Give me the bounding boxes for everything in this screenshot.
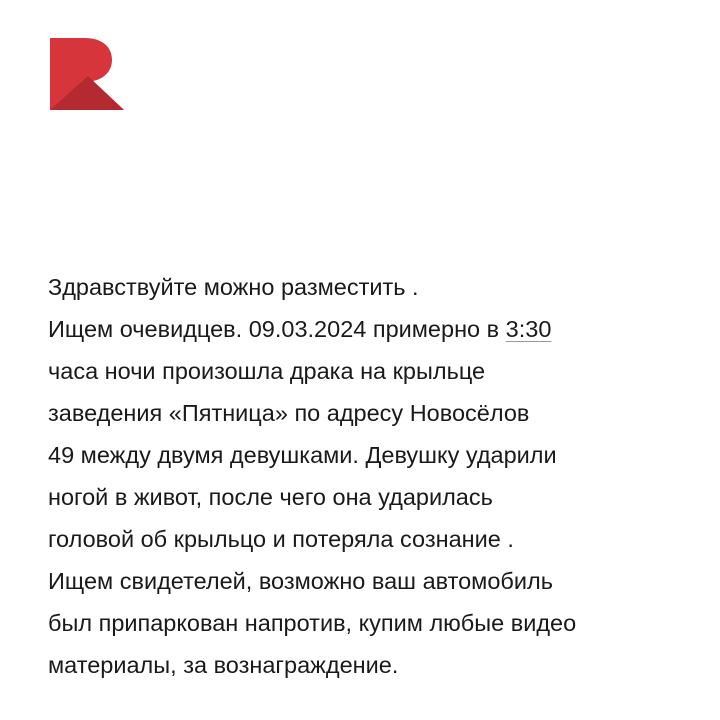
message-line: Ищем свидетелей, возможно ваш автомобиль [48,568,553,594]
message-line: был припаркован напротив, купим любые видео [48,610,577,636]
time-link[interactable]: 3:30 [505,316,552,342]
message-line: заведения «Пятница» по адресу Новосёлов [48,400,530,426]
message-line: ногой в живот, после чего она ударилась [48,484,493,510]
message-line: 49 между двумя девушками. Девушку ударили [48,442,557,468]
message-text [48,266,688,686]
message-line: Здравствуйте можно разместить . [48,274,419,300]
message-line-text: Ищем очевидцев. 09.03.2024 примерно в [48,316,506,342]
r-logo-icon [50,38,126,112]
message-line: часа ночи произошла драка на крыльце [48,358,486,384]
message-line: головой об крыльцо и потеряла сознание . [48,526,514,552]
message-line [48,308,688,350]
message-line: материалы, за вознаграждение. [48,652,399,678]
